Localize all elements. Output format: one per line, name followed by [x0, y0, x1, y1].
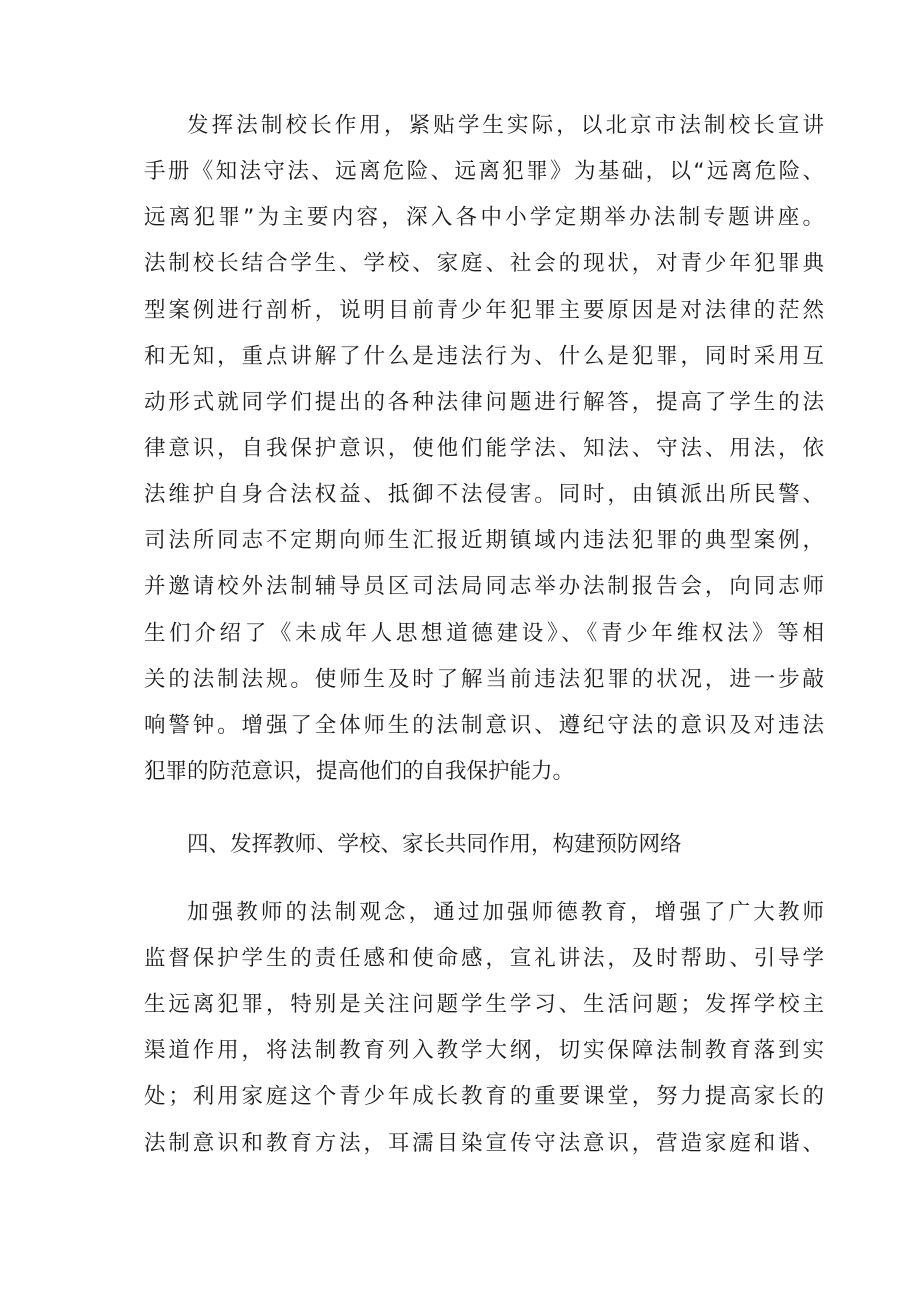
- paragraph-1-line-7: 动形式就同学们提出的各种法律问题进行解答，提高了学生的法: [144, 390, 824, 415]
- paragraph-1-line-8: 律意识，自我保护意识，使他们能学法、知法、守法、用法，依: [144, 436, 824, 461]
- paragraph-2-line-4: 渠道作用，将法制教育列入教学大纲，切实保障法制教育落到实: [144, 1038, 824, 1063]
- paragraph-2-line-6: 法制意识和教育方法，耳濡目染宣传守法意识，营造家庭和谐、: [144, 1131, 824, 1156]
- section-heading: 四、发挥教师、学校、家长共同作用，构建预防网络: [187, 832, 682, 857]
- paragraph-1-line-11: 并邀请校外法制辅导员区司法局同志举办法制报告会，向同志师: [144, 574, 824, 599]
- paragraph-1-line-2: 手册《知法守法、远离危险、远离犯罪》为基础，以“远离危险、: [144, 159, 824, 184]
- paragraph-1-line-15: 犯罪的防范意识，提高他们的自我保护能力。: [144, 759, 575, 784]
- paragraph-2-line-5: 处；利用家庭这个青少年成长教育的重要课堂，努力提高家长的: [144, 1084, 824, 1109]
- paragraph-2-line-1: 加强教师的法制观念，通过加强师德教育，增强了广大教师: [187, 900, 824, 925]
- paragraph-1-line-10: 司法所同志不定期向师生汇报近期镇域内违法犯罪的典型案例，: [144, 528, 824, 553]
- paragraph-1-line-1: 发挥法制校长作用，紧贴学生实际，以北京市法制校长宣讲: [187, 113, 824, 138]
- paragraph-2-line-3: 生远离犯罪，特别是关注问题学生学习、生活问题；发挥学校主: [144, 992, 824, 1017]
- paragraph-1-line-3: 远离犯罪”为主要内容，深入各中小学定期举办法制专题讲座。: [144, 205, 824, 230]
- paragraph-1-line-4: 法制校长结合学生、学校、家庭、社会的现状，对青少年犯罪典: [144, 251, 824, 276]
- paragraph-1-line-13: 关的法制法规。使师生及时了解当前违法犯罪的状况，进一步敲: [144, 667, 824, 692]
- paragraph-1-line-5: 型案例进行剖析，说明目前青少年犯罪主要原因是对法律的茫然: [144, 298, 824, 323]
- paragraph-1-line-6: 和无知，重点讲解了什么是违法行为、什么是犯罪，同时采用互: [144, 344, 824, 369]
- paragraph-2-line-2: 监督保护学生的责任感和使命感，宣礼讲法，及时帮助、引导学: [144, 946, 824, 971]
- paragraph-1-line-14: 响警钟。增强了全体师生的法制意识、遵纪守法的意识及对违法: [144, 713, 824, 738]
- paragraph-1-line-12: 生们介绍了《未成年人思想道德建设》、《青少年维权法》等相: [144, 621, 824, 646]
- paragraph-1-line-9: 法维护自身合法权益、抵御不法侵害。同时，由镇派出所民警、: [144, 482, 824, 507]
